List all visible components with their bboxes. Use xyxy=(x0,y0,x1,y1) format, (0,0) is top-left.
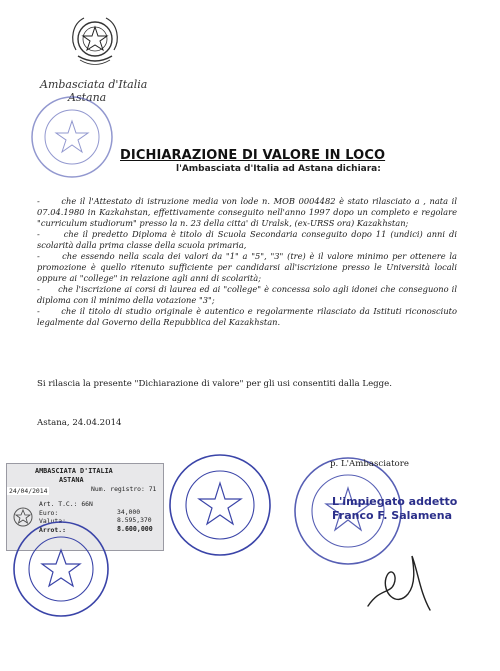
fee-stamp-embassy-name: AMBASCIATA D'ITALIA xyxy=(35,467,113,475)
declaration-item-text: che l'iscrizione ai corsi di laurea ed ai "college" è concessa solo agli idonei che conseguono il diploma con il minimo della votazione "3"; xyxy=(37,284,457,305)
bullet: - xyxy=(37,284,40,294)
fee-stamp-total-value: 8.600,000 xyxy=(117,525,153,533)
bullet: - xyxy=(37,251,40,261)
document-subtitle: l'Ambasciata d'Italia ad Astana dichiara: xyxy=(176,164,381,174)
embassy-name: Ambasciata d'Italia xyxy=(40,78,148,91)
fee-stamp-total-label: Arrot.: xyxy=(39,526,66,534)
round-stamp-top xyxy=(30,95,114,179)
round-stamp-bottom-left xyxy=(12,520,110,618)
declaration-body xyxy=(37,196,457,328)
signer-stamp xyxy=(300,495,458,539)
round-stamp-center xyxy=(168,453,272,557)
bullet: - xyxy=(37,306,40,316)
declaration-item-text: che il predetto Diploma è titolo di Scuola Secondaria conseguito dopo 11 (undici) anni di scolarità dalla prima classe della scuola primaria, xyxy=(37,229,457,250)
ambassador-label: p. L'Ambasciatore xyxy=(330,459,409,469)
fee-stamp-registry: Num. registro: 71 xyxy=(91,485,157,493)
embassy-city: Astana xyxy=(68,91,107,104)
bullet: - xyxy=(37,196,40,206)
fee-stamp-date: 24/04/2014 xyxy=(9,487,48,495)
fee-stamp-euro-value: 34,000 xyxy=(117,508,141,516)
declaration-item xyxy=(37,284,457,306)
declaration-item-text: che il l'Attestato di istruzione media von lode n. MOB 0004482 è stato rilasciato a , nata il 07.04.1980 in Kazkahstan, effettivamente conseguito nell'anno 1997 dopo un completo e regolare "curriculum studiorum" presso la n. 23 della citta' di Uralsk, (ex-URSS ora) Kazakhstan; xyxy=(37,196,457,228)
document-title: DICHIARAZIONE DI VALORE IN LOCO xyxy=(120,148,386,163)
fee-stamp-euro-label: Euro: xyxy=(39,509,59,517)
signer-title: L'impiegato addetto xyxy=(332,495,458,508)
handwritten-signature xyxy=(360,548,440,618)
declaration-item xyxy=(37,229,457,251)
fee-stamp-article: Art. T.C.: 66N xyxy=(39,500,93,508)
bullet: - xyxy=(37,229,40,239)
fee-stamp-valuta-value: 8.595,370 xyxy=(117,516,152,524)
declaration-item-text: che essendo nella scala dei valori da "1" a "5", "3" (tre) è il valore minimo per ottenere la promozione è quello ritenuto sufficiente per candidarsi all'iscrizione presso le Università locali oppure ai "college" in relazione agli anni di scolarità; xyxy=(37,251,457,283)
declaration-item xyxy=(37,251,457,284)
closing-statement: Si rilascia la presente "Dichiarazione di valore" per gli usi consentiti dalla Legge. xyxy=(37,379,392,389)
declaration-item xyxy=(37,306,457,328)
fee-stamp-city: ASTANA xyxy=(59,476,84,484)
declaration-item-text: che il titolo di studio originale è autentico e regolarmente rilasciato da Istituti riconosciuto legalmente dal Governo della Repubblica del Kazakhstan. xyxy=(37,306,458,327)
fee-stamp-valuta-label: Valuta: xyxy=(39,517,66,525)
place-date: Astana, 24.04.2014 xyxy=(37,418,122,428)
italian-republic-emblem-icon xyxy=(66,10,124,72)
signer-name: Franco F. Salamena xyxy=(332,509,453,522)
declaration-item xyxy=(37,196,457,229)
